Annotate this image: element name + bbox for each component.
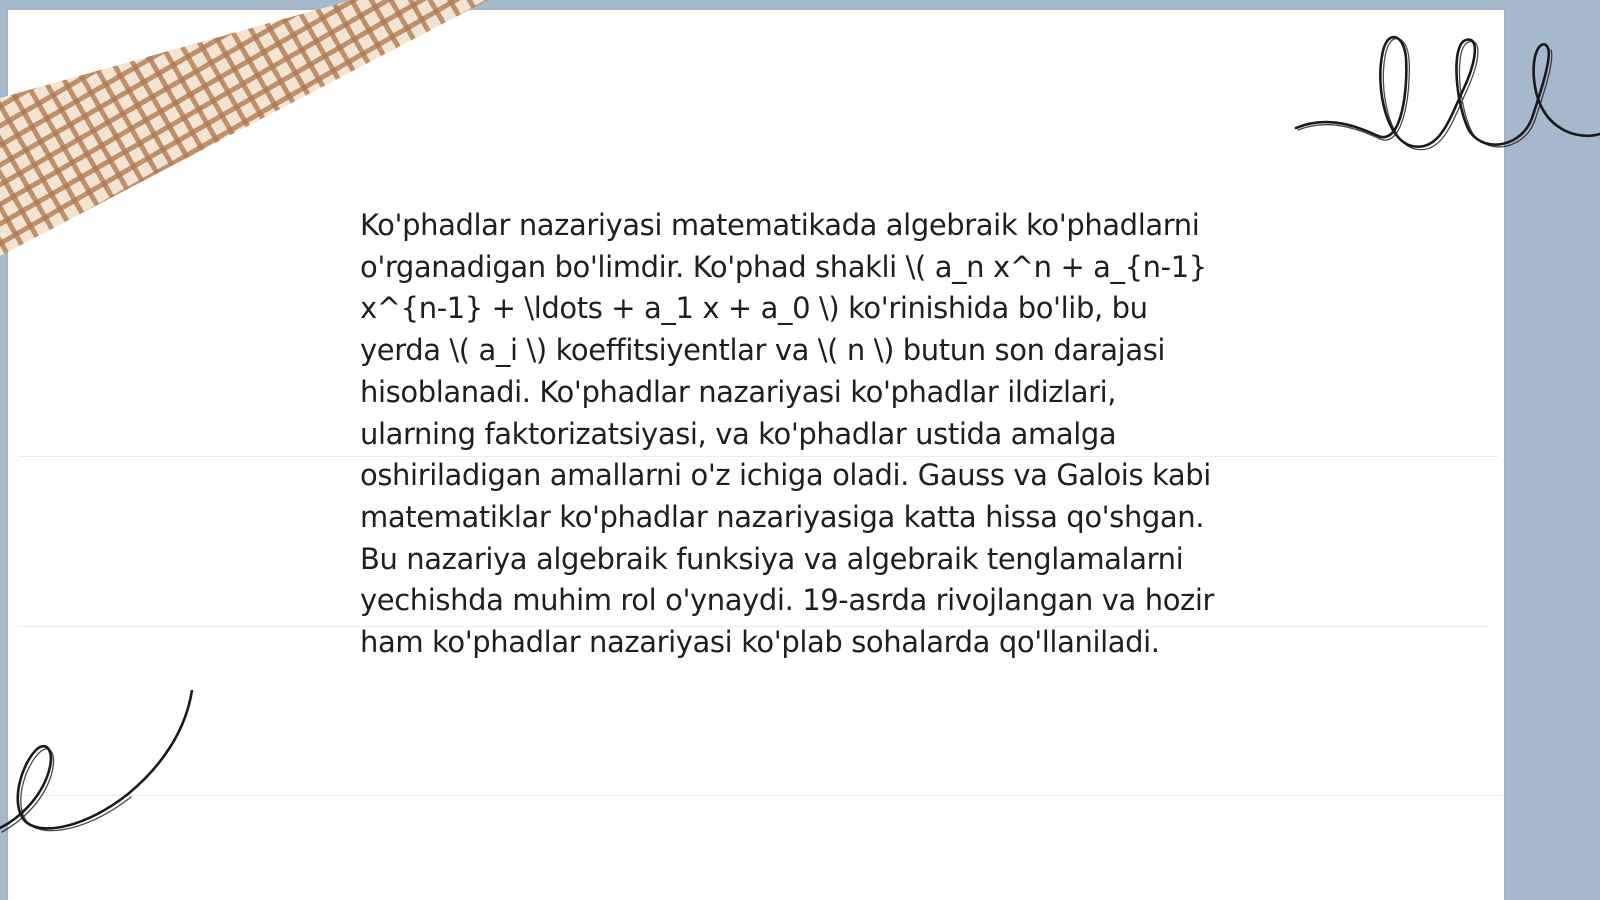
paper-ruled-line — [18, 795, 1503, 796]
body-paragraph: Ko'phadlar nazariyasi matematikada algebraik ko'phadlarni o'rganadigan bo'limdir. Ko'phad shakli \( a_n x^n + a_{n-1} x^{n-1} + \ldots + a_1 x + a_0 \) ko'rinishida bo'lib, bu yerda \( a_i \) koeffitsiyentlar va \( n \) butun son darajasi hisoblanadi. Ko'phadlar nazariyasi ko'phadlar ildizlari, ularning faktorizatsiyasi, va ko'phadlar ustida amalga oshiriladigan amallarni o'z ichiga oladi. Gauss va Galois kabi matematiklar ko'phadlar nazariyasiga katta hissa qo'shgan. Bu nazariya algebraik funksiya va algebraik tenglamalarni yechishda muhim rol o'ynaydi. 19-asrda rivojlangan va hozir ham ko'phadlar nazariyasi ko'plab sohalarda qo'llaniladi. — [360, 208, 1215, 660]
loop-doodle-decoration — [1290, 28, 1600, 168]
curl-doodle-decoration — [0, 690, 200, 850]
